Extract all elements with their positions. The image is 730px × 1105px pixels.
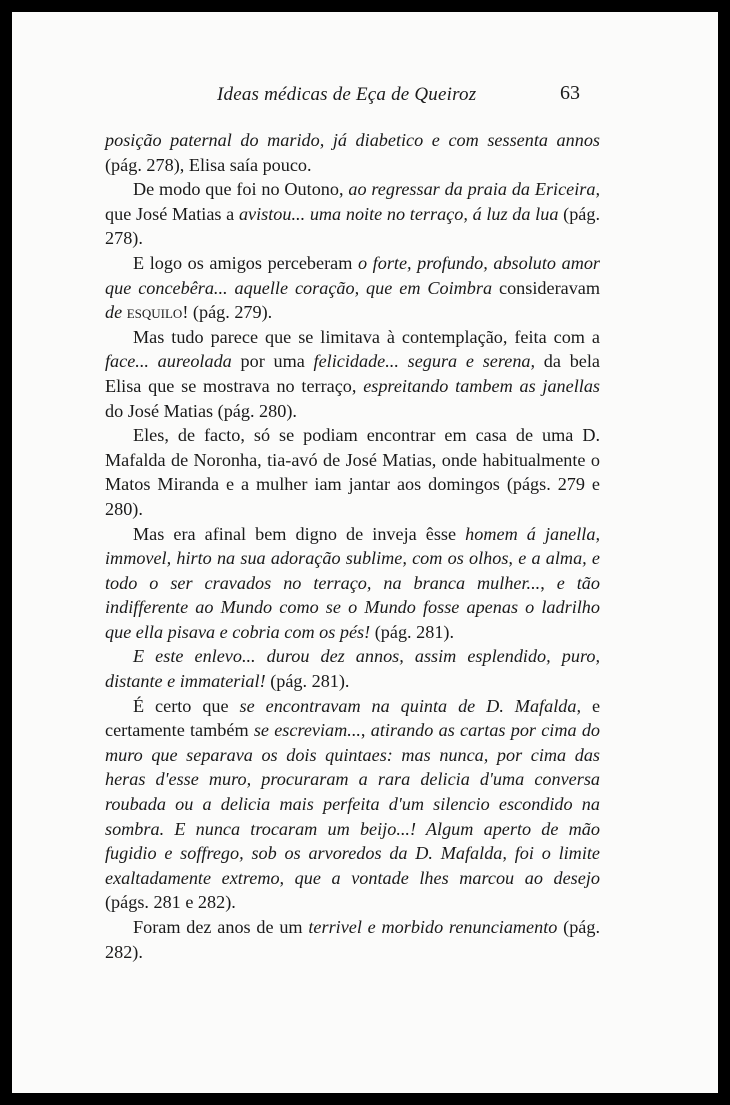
text-run: do José Matias (pág. 280). bbox=[105, 400, 297, 421]
italic-quote: se escreviam... bbox=[253, 720, 361, 741]
paragraph bbox=[105, 128, 600, 177]
text-run: que José Matias a bbox=[105, 203, 239, 224]
text-run: , bbox=[540, 572, 557, 593]
book-page bbox=[12, 12, 718, 1093]
italic-quote: face... aureolada bbox=[105, 351, 232, 372]
italic-quote: felicidade... segura e serena, bbox=[313, 351, 536, 372]
text-run: Mas era afinal bem digno de inveja êsse bbox=[133, 523, 466, 544]
paragraph bbox=[105, 694, 600, 915]
text-run: da bela Elisa que se mostrava no terraço, bbox=[105, 351, 600, 396]
text-run: (pág. 281). bbox=[370, 621, 455, 642]
italic-quote: avistou... uma noite no terraço, á luz da lua bbox=[238, 203, 559, 224]
italic-quote: espreitando tambem as janellas bbox=[363, 375, 600, 396]
text-run: (pág. 278). bbox=[105, 203, 600, 249]
italic-quote: o forte, profundo, absoluto amor que concebêra... aquelle coração, que em Coimbra bbox=[105, 252, 601, 298]
text-run: É certo que bbox=[133, 695, 240, 716]
italic-quote: e tão indifferente ao Mundo como se o Mundo fosse apenas o ladrilho que ella pisava e cobria com os pés! bbox=[105, 572, 600, 642]
paragraph bbox=[105, 423, 600, 521]
text-run: Foram dez anos de um bbox=[133, 917, 309, 937]
italic-quote: se encontravam na quinta de D. Mafalda, bbox=[239, 695, 581, 716]
text-run: ! (pág. 279). bbox=[182, 302, 273, 323]
paragraph bbox=[105, 522, 600, 645]
text-run: consideravam bbox=[492, 277, 601, 298]
paragraph bbox=[105, 177, 600, 251]
paragraph bbox=[105, 251, 600, 325]
paragraph bbox=[105, 915, 600, 964]
text-run: (pág. 278), Elisa saía pouco. bbox=[105, 154, 312, 175]
italic-quote: atirando as cartas por cima do muro que separava os dois quintaes: mas nunca, por cima das heras d'esse muro, procuraram a rara delicia d'uma conversa roubada ou a delicia mais perfeita d'um silencio escondido na sombra. E nunca trocaram um beijo...! Algum aperto de mão fugidio e soffrego, sob os arvoredos da D. Mafalda, foi o limite exaltadamente extremo, que a vontade lhes marcou ao desejo bbox=[105, 720, 601, 888]
text-run: (págs. 281 e 282). bbox=[105, 892, 236, 913]
text-run: (pág. 281). bbox=[265, 671, 350, 692]
italic-quote: terrivel e morbido renunciamento bbox=[308, 917, 558, 937]
text-run: E logo os amigos perceberam bbox=[133, 252, 358, 273]
italic-quote: de bbox=[105, 302, 127, 323]
text-run: (pág. 282). bbox=[105, 917, 600, 962]
italic-quote: E este enlevo... durou dez annos, assim esplendido, puro, distante e immaterial! bbox=[105, 646, 600, 692]
italic-quote: homem á janella, immovel, hirto na sua adoração sublime, com os olhos, e a alma, e todo o ser cravados no terraço, na branca mulher... bbox=[105, 523, 601, 593]
page-number: 63 bbox=[560, 82, 580, 104]
paragraph bbox=[105, 644, 600, 693]
small-caps-text: esquilo bbox=[126, 302, 183, 323]
body-text bbox=[105, 128, 600, 964]
text-run: Mas tudo parece que se limitava à contemplação, feita com a bbox=[133, 326, 600, 347]
text-run: Eles, de facto, só se podiam encontrar em casa de uma D. Mafalda de Noronha, tia-avó de José Matias, onde habitualmente o Matos Miranda e a mulher iam jantar aos domingos (págs. 279 e 280). bbox=[105, 425, 600, 519]
italic-quote: posição paternal do marido, já diabetico e com sessenta annos bbox=[105, 130, 600, 150]
text-run: De modo que foi no Outono, bbox=[133, 179, 349, 200]
italic-quote: ao regressar da praia da Ericeira, bbox=[348, 179, 600, 200]
paragraph bbox=[105, 325, 600, 423]
text-run: e certamente também bbox=[105, 695, 601, 741]
running-title: Ideas médicas de Eça de Queiroz bbox=[217, 84, 477, 105]
text-run: , bbox=[360, 720, 371, 741]
text-run: por uma bbox=[231, 351, 314, 372]
